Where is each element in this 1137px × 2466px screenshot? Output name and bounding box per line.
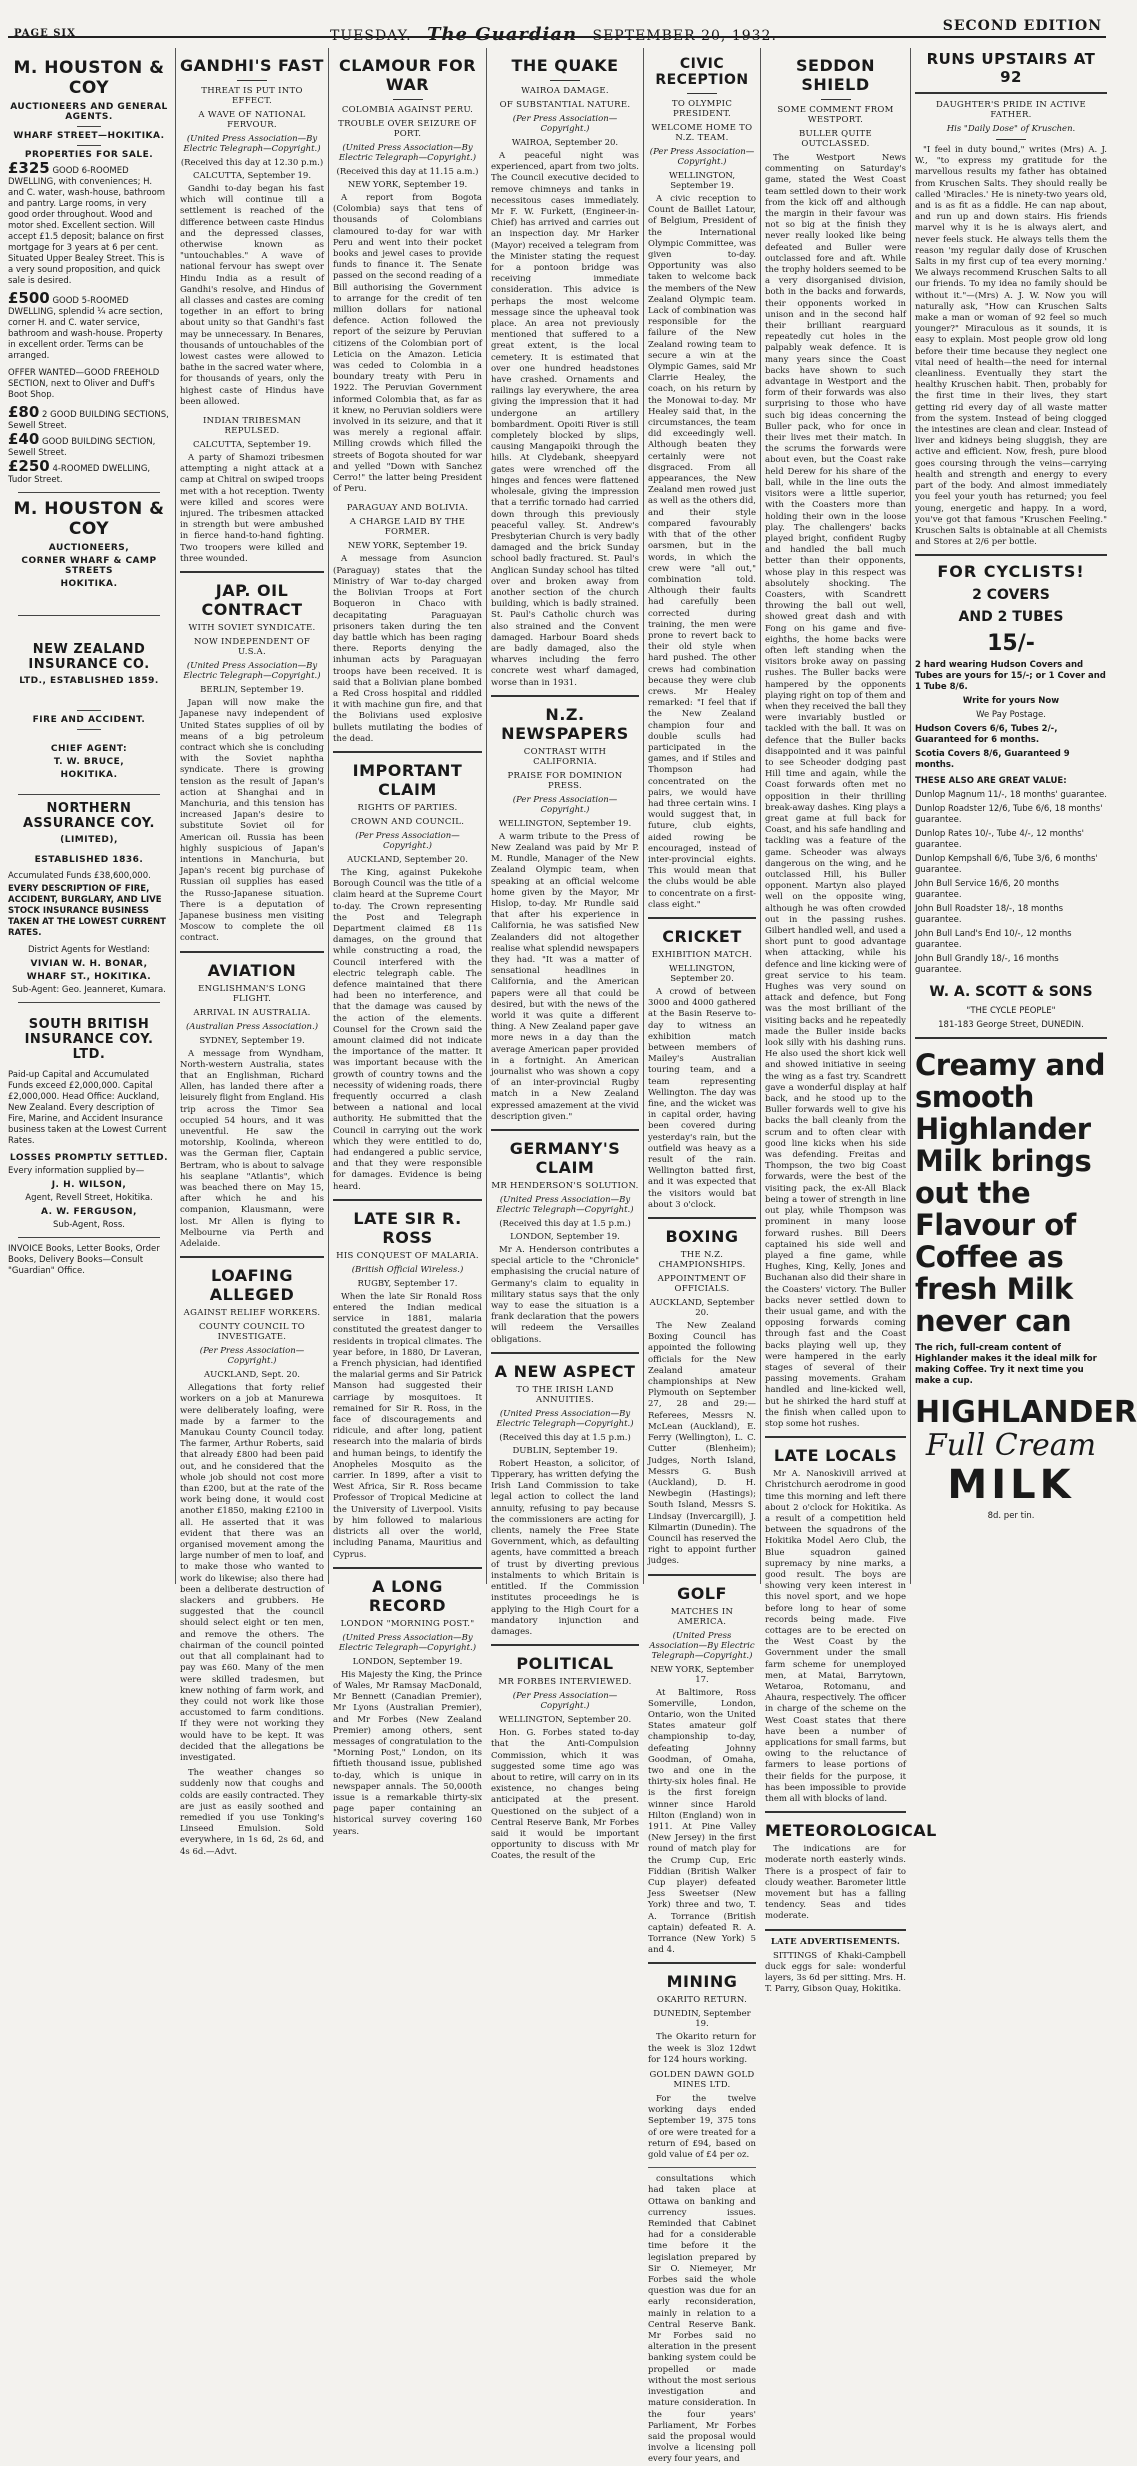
column-rule [175, 48, 176, 1584]
milk-brand: HIGHLANDER [915, 1395, 1137, 1431]
civic-credit: (Per Press Association—Copyright.) [649, 147, 755, 167]
claim-dateline: AUCKLAND, September 20. [347, 854, 468, 865]
paraguay-dateline: NEW YORK, September 19. [347, 541, 468, 552]
masthead-edition: SECOND EDITION [942, 18, 1102, 34]
masthead-rule [8, 36, 1106, 38]
column-rule [486, 48, 487, 1584]
south-british-agent-address: Agent, Revell Street, Hokitika. [25, 1193, 153, 1203]
claim-headline: IMPORTANT CLAIM [352, 760, 463, 799]
column-rule [760, 48, 761, 1584]
oil-credit: (United Press Association—By Electric Telegraph—Copyright.) [183, 661, 321, 682]
germany-subhead: MR HENDERSON'S SOLUTION. [491, 1181, 639, 1192]
south-british-agent: J. H. WILSON, [51, 1180, 127, 1190]
paraguay-subhead: A CHARGE LAID BY THE FORMER. [349, 517, 466, 538]
property-listing: £325 GOOD 6-ROOMED DWELLING, with conveniences; H. and C. water, wash-house, bathroom and pantry. Large rooms, in very good order throughout. Wood and motor shed. Excellent section. Will accept £1.5 deposit; balance on first mortgage for 3 years at 6 per cent. Situated Upper Bealey Street. This is a very sound proposition, and quick sale is desired. [8, 159, 166, 286]
northern-assurance-title: NORTHERN ASSURANCE COY. [23, 801, 155, 831]
newspapers-credit: (Per Press Association—Copyright.) [512, 794, 618, 815]
civic-dateline: WELLINGTON, September 19. [668, 171, 736, 191]
aviation-subhead: ARRIVAL IN AUSTRALIA. [193, 1007, 311, 1018]
property-listing: £250 4-ROOMED DWELLING, Tudor Street. [8, 457, 151, 485]
kruschen-body: "I feel in duty bound," writes (Mrs) A. J. W., "to express my gratitude for the marvellous results my father has obtained from Kruschen Salts. They should really be called 'Miracles.' He is ninety-two years old, and is as fit as a fiddle. He can nap about, and run up and down stairs. His friends marvel why it is he is always alert, and never feels stuck. He always tells them the reason 'my regular daily dose of Kruschen Salts in my first cup of tea every morning.' We always recommend Kruschen Salts to all our friends. To my idea no family should be without it."—(Mrs) A. J. W. Now you will naturally ask, "How can Kruschen Salts make a man or woman of 92 feel so much younger?" Miraculous as it sounds, it is easy to explain. Most people grow old long before their time because they neglect one vital need of health—the need for internal cleanliness. Eventually they start the healthy Kruschen habit. Then, probably for the first time in their lives, they start getting rid every day of all waste matter from the system. Instead of being clogged the intestines are clean and clear. Instead of liver and kidneys being sluggish, they are active and efficient. Now, fresh, pure blood goes coursing through the veins—carrying health and strength and energy to every part of the body. And almost immediately you feel your youth has returned; you feel young, energetic and happy. In a word, you've got that famous "Kruschen Feeling." Kruschen Salts is obtainable at all Chemists and Stores at 2/6 per bottle. [915, 145, 1107, 548]
loafing-subhead: COUNTY COUNCIL TO INVESTIGATE. [198, 1322, 306, 1343]
ross-credit: (British Official Wireless.) [351, 1264, 464, 1275]
quake-subhead: OF SUBSTANTIAL NATURE. [499, 100, 631, 110]
record-headline: A LONG RECORD [368, 1576, 447, 1615]
nz-insurance-town: HOKITIKA. [60, 770, 118, 780]
tribe-dateline: CALCUTTA, September 19. [192, 440, 312, 451]
houston-ad-title: M. HOUSTON & COY [13, 58, 165, 98]
aspect-body: Robert Heaston, a solicitor, of Tipperary, has written defying the Irish Land Commission to take legal action to collect the land annuity, refusing to pay because the commissioners are acting for clients, namely the Free State Government, which, as defaulting agents, have committed a breach of trust by diverting previous instalments to which Britain is entitled. If the Commission institutes proceedings he is applying to the High Court for a mandatory injunction and damages. [491, 1458, 639, 1637]
gandhi-received: (Received this day at 12.30 p.m.) [180, 158, 324, 168]
nz-insurance-established: LTD., ESTABLISHED 1859. [19, 676, 159, 686]
war-subhead: COLOMBIA AGAINST PERU. [341, 105, 474, 115]
loafing-body: Allegations that forty relief workers on a job at Manurewa were deliberately loafing, were made by a farmer to the Manukau County Council today. The farmer, Arthur Roberts, said that already £800 had been paid out, and he considered that the whole job should not cost more than £200, but at the rate of the work being done, it would cost another £1850, making £2100 in all. He asserted that it was evident that there was an organised movement among the large number of men to loaf, and to make those who wanted to work do likewise; also there had been a deliberate destruction of slackers and grubbers. He suggested that the council should select eight or ten men, and remove the others. The chairman of the council pointed out that all complainant had to pay was £60. Many of the men were skilled tradesmen, but knew nothing of farm work, and they could not work like those accustomed to farm conditions. If they were not working they would have to be kept. It was decided that the allegations be investigated. [180, 1383, 324, 1763]
milk-word: MILK [947, 1462, 1075, 1509]
milk-slogan: Creamy and smooth Highlander Milk brings out the Flavour of Coffee as fresh Milk never can [915, 1048, 1106, 1339]
cyclists-also: THESE ALSO ARE GREAT VALUE: [915, 776, 1067, 787]
aviation-credit: (Australian Press Association.) [185, 1021, 319, 1032]
nz-insurance-agent: T. W. BRUCE, [53, 757, 125, 767]
houston-ad2-subtitle: AUCTIONEERS, [48, 543, 130, 553]
newspapers-subhead: CONTRAST WITH CALIFORNIA. [523, 746, 607, 767]
gandhi-dateline: CALCUTTA, September 19. [192, 171, 312, 181]
milk-price: 8d. per tin. [987, 1511, 1035, 1522]
aspect-received: (Received this day at 1.5 p.m.) [499, 1432, 631, 1443]
aviation-body: A message from Wyndham, North-western Australia, states that an Englishman, Richard Allen, has landed there after a leisurely flight from England. His trip across the Timor Sea occupied 54 hours, and it was uneventful. He saw the motorship, Koolinda, whereon was the German flier, Captain Bertram, who is about to salvage his seaplane "Atlantis", which was beached there on May 15, after which he and his companion, Klausmann, were lost. Mr Allen is flying to Melbourne via Perth and Adelaide. [180, 1048, 324, 1250]
newspapers-headline: N.Z. NEWSPAPERS [501, 704, 629, 743]
column-rule [910, 48, 911, 1584]
claim-credit: (Per Press Association—Copyright.) [355, 830, 460, 851]
houston-ad-address: WHARF STREET—HOKITIKA. [13, 131, 165, 141]
nz-insurance-title: NEW ZEALAND INSURANCE CO. [28, 642, 150, 672]
milk-script: Full Cream [925, 1428, 1097, 1464]
boxing-subhead: THE N.Z. CHAMPIONSHIPS. [658, 1250, 746, 1271]
cyclists-listing: John Bull Land's End 10/-, 12 months guarantee. [915, 929, 1072, 951]
cyclists-listing: Dunlop Kempshall 6/6, Tube 3/6, 6 months' guarantee. [915, 854, 1098, 876]
quake-dateline: WAIROA, September 20. [511, 138, 619, 148]
quake-headline: THE QUAKE [511, 56, 619, 75]
germany-body: Mr A. Henderson contributes a special article to the "Chronicle" emphasising the crucial nature of Germany's claim to equality in military status says that the only way to ease the situation is a frank declaration that the powers will redeem the Versailles obligations. [491, 1245, 639, 1345]
ross-dateline: RUGBY, September 17. [357, 1278, 458, 1289]
late-ads-body: SITTINGS of Khaki-Campbell duck eggs for sale: wonderful layers, 3s 6d per sitting. Mrs. H. T. Parry, Gibson Quay, Hokitika. [765, 1950, 906, 1995]
nz-insurance-fire: FIRE AND ACCIDENT. [32, 715, 146, 725]
war-received: (Received this day at 11.15 a.m.) [336, 167, 479, 177]
golf-dateline: NEW YORK, September 17. [650, 1664, 754, 1685]
meteorological-headline: METEOROLOGICAL [765, 1821, 937, 1841]
war-headline: CLAMOUR FOR WAR [338, 56, 477, 94]
cyclists-listing: Dunlop Magnum 11/-, 18 months' guarantee. [915, 790, 1107, 801]
south-british-text: Paid-up Capital and Accumulated Funds exceed £2,000,000. Capital £2,000,000. Head Office: Auckland, New Zealand. Every description of Fire, Marine, and Accident Insurance business taken at the Lowest Current Rates. [8, 1070, 167, 1146]
paraguay-body: A message from Asuncion (Paraguay) states that the Ministry of War to-day charged the Bolivian Troops at Fort Boqueron in Chaco with decapitating Paraguayan prisoners taken during the ten day battle which has been raging there. Reports denying the inhuman acts by Paraguayan troops have been received. It is said that a Bolivian plane bombed a Red Cross hospital and riddled it with machine gun fire, and that the Bolivians used explosive bullets mutilating the bodies of the dead. [333, 554, 482, 744]
germany-credit: (United Press Association—By Electric Telegraph—Copyright.) [496, 1195, 634, 1216]
column-5 [648, 48, 756, 2465]
cricket-headline: CRICKET [662, 927, 742, 946]
mining-body: For the twelve working days ended September 19, 375 tons of ore were treated for a return of £94, based on gold value of £4 per oz. [648, 2094, 756, 2161]
seddon-body: The Westport News commenting on Saturday's game, stated the West Coast team settled down to their work from the kick off and although the margin in their favour was not so big at the finish they never really looked like being defeated and Buller were outclassed fore and aft. While the trophy holders seemed to be a very disorganised division, both in the backs and forwards, their opponents worked in unison and in the second half their brilliant rearguard repeatedly cut holes in the palpably weak defence. It is many years since the Coast backs have shown to such advantage in Westport and the form of their forwards was also surprising to those who have such big ideas concerning the Buller pack, who for once in their lives met their match. In the scrums the forwards were about even, but the Coast rake held Derew for his share of the ball, while in the line outs the visitors were a little superior, with the Coasters more than holding their own in the loose play. The challengers' backs played bright, confident Rugby and handled the ball much better than their opponents, whose play in this respect was absolutely shocking. The Coasters, with Scandrett throwing the ball out well, showed great dash and with Fong on his game and five-eighths, the home backs were often left standing when the visitors broke away on passing rushes. The Buller backs were hampered by the opponents playing right on top of them and when they received the ball they were invariably bustled or tackled with the ball. It was on defence that the Buller backs disappointed and it was painful to see Scheoder dodging past Hill time and again, while the Coast forwards often met no opposition in their thrilling break-away dashes. King plays a great game at full back for Coast, and his safe handling and tackling was a feature of the game. Scheoder was always dangerous on the wing, and he outclassed Hill, his Buller opponent. Martyn also played well on the opposite wing, although he was often crowded out in the passing rushes. Gilbert handled well, and used a short punt to good advantage when attacking, while his defence and line kicking were of great service to his team. Hughes was very sound on attack and defence, but Fong was the most brilliant of the visiting backs and he repeatedly made the Buller inside backs look silly with his dashing runs. He also used the short kick well and showed initiative in seeing the wing as a fast try. Scandrett gave a wonderful display at half back, and he stood up to the Buller forwards well to give his backs the ball cleanly from the scrum and to often clear with good line kicks when his side was defending. Freitas and Thompson, the two big Coast forwards, were the best of the visiting pack, the ex-All Black being a tower of strength in line out play, while Thompson was prominent in many loose forward rushes. Bill Deers captained his side well and played a fine game, while Hughes, King, Kelly, Jones and Buchanan also did their share in the Coasters' victory. The Buller backs never settled down to their usual game, and with the opposing forwards coming through fast and the Coast backs playing well up, they were hampered in the early stages of several of their passing movements. Graham handled and line-kicked well, but he shirked the hard stuff at the finish when called upon to stop some hot rushes. [765, 153, 906, 1429]
south-british-subagent-address: Sub-Agent, Ross. [53, 1220, 125, 1230]
south-british-subagent: A. W. FERGUSON, [41, 1207, 137, 1217]
political-dateline: WELLINGTON, September 20. [498, 1715, 632, 1726]
cyclists-price: 15/- [987, 631, 1035, 657]
newspapers-dateline: WELLINGTON, September 19. [498, 818, 632, 829]
gandhi-credit: (United Press Association—By Electric Telegraph—Copyright.) [183, 134, 321, 154]
cyclists-listing: Scotia Covers 8/6, Guaranteed 9 months. [915, 749, 1070, 771]
scott-title: W. A. SCOTT & SONS [929, 984, 1093, 1001]
war-dateline: NEW YORK, September 19. [347, 180, 468, 190]
houston-ad2-title: M. HOUSTON & COY [13, 499, 165, 539]
gandhi-subhead: THREAT IS PUT INTO EFFECT. [201, 86, 303, 106]
cyclists-listing: John Bull Grandly 18/-, 16 months guarantee. [915, 954, 1059, 976]
paraguay-subhead: PARAGUAY AND BOLIVIA. [346, 503, 469, 514]
oil-subhead: NOW INDEPENDENT OF U.S.A. [193, 637, 311, 658]
mining-subhead: GOLDEN DAWN GOLD MINES LTD. [649, 2070, 755, 2091]
masthead-center [330, 24, 777, 45]
tribe-body: A party of Shamozi tribesmen attempting a night attack at a camp at Chitral on swiped troops met with a hot reception. Twenty were killed and scores were injured. The tribesmen attacked in strength but were ambushed in fierce hand-to-hand fighting. Two troopers were killed and three wounded. [180, 453, 324, 564]
late-ads-heading: LATE ADVERTISEMENTS. [770, 1936, 901, 1947]
cyclists-write: Write for yours Now [962, 696, 1060, 707]
claim-subhead: RIGHTS OF PARTIES. [357, 802, 458, 813]
ross-headline: LATE SIR R. ROSS [353, 1208, 462, 1247]
seddon-headline: SEDDON SHIELD [795, 56, 875, 94]
masthead [0, 10, 1114, 46]
mining-dateline: DUNEDIN, September 19. [653, 2009, 751, 2030]
gandhi-subhead: A WAVE OF NATIONAL FERVOUR. [198, 110, 306, 130]
mining-body: The Okarito return for the week is 3loz 12dwt for 124 hours working. [648, 2032, 756, 2065]
civic-subhead: WELCOME HOME TO N.Z. TEAM. [651, 123, 753, 143]
aspect-credit: (United Press Association—By Electric Telegraph—Copyright.) [496, 1408, 634, 1429]
northern-assurance-ltd: (LIMITED), [60, 835, 118, 845]
golf-subhead: MATCHES IN AMERICA. [670, 1606, 734, 1627]
scott-subtitle: "THE CYCLE PEOPLE" [966, 1006, 1056, 1017]
northern-assurance-established: ESTABLISHED 1836. [34, 855, 144, 865]
property-listing: £80 2 GOOD BUILDING SECTIONS, Sewell Street. [8, 403, 169, 431]
ross-subhead: HIS CONQUEST OF MALARIA. [336, 1250, 479, 1261]
aviation-dateline: SYDNEY, September 19. [199, 1035, 305, 1046]
record-dateline: LONDON, September 19. [352, 1656, 463, 1667]
newspapers-subhead: PRAISE FOR DOMINION PRESS. [507, 770, 623, 791]
houston-ad-subtitle: AUCTIONEERS AND GENERAL AGENTS. [10, 102, 168, 122]
meteorological-body: The indications are for moderate north easterly winds. There is a prospect of fair to cloudy weather. Barometer little movement but has a falling tendency. Seas and tides moderate. [765, 1844, 906, 1922]
newspapers-body: A warm tribute to the Press of New Zealand was paid by Mr P. M. Rundle, Manager of the New Zealand Olympic team, when speaking at an official welcome home given by the Mayor, Mr Hislop, to-day. Mr Rundle said that after his experience in California, he was satisfied New Zealanders did not altogether realise what splendid newspapers they had. "It was a matter of sensational headlines in California, and the American papers were all that could be desired, but with the news of the world it was quite a different thing. A New Zealand paper gave more news in a day than the average American paper provided in a fortnight. An American journalist who was shown a copy of an inter-provincial Rugby match in a New Zealand expressed amazement at the vivid description given." [491, 831, 639, 1122]
locals-headline: LATE LOCALS [773, 1446, 898, 1466]
cyclists-listing: John Bull Service 16/6, 20 months guarantee. [915, 879, 1059, 901]
quake-body: A peaceful night was experienced, apart from two jolts. The Council executive decided to remove chimneys and tanks in necessitous cases immediately. Mr F. W. Furkett, (Engineer-in-Chief) has arrived and carries out an inspection day. Mr Harker (Mayor) received a telegram from the Minister stating the request for a pontoon bridge was receiving immediate consideration. This advice is perhaps the most welcome message since the upheaval took place. An area not previously mentioned that suffered to a great extent, is the local cemetery. It is estimated that over one hundred headstones have crashed. Ornaments and railings lay everywhere, the area giving the impression that it had undergone an artillery bombardment. Opoiti River is still completely blocked by slips, causing Mangapoiki through the hills. At Clydebank, sheepyard gates were wrenched off the hinges and fences were flattened wholesale, giving the impression that a terrific tornado had carried down through this previously peaceful valley. St. Andrew's Presbyterian Church is very badly damaged and the brick Sunday school badly fractured. St. Paul's Anglican Sunday school has tilted over and broken away from another section of the church building, which is badly strained. St. Paul's Catholic church was also strained and the Convent damaged. Harbour Board sheds are badly damaged, also the wharves including the ferro concrete west wharf damaged, worse than in 1931. [491, 151, 639, 688]
cyclists-listing: John Bull Roadster 18/-, 18 months guarantee. [915, 904, 1064, 926]
milk-small-text: The rich, full-cream content of Highlander makes it the ideal milk for making Coffee. Try it next time you make a cup. [915, 1343, 1097, 1387]
kruschen-subhead: DAUGHTER'S PRIDE IN ACTIVE FATHER. [936, 100, 1086, 120]
war-subhead: TROUBLE OVER SEIZURE OF PORT. [338, 119, 477, 139]
record-body: His Majesty the King, the Prince of Wales, Mr Ramsay MacDonald, Mr Bennett (Canadian Premier), Mr Lyons (Australian Premier), and Mr Forbes (New Zealand Premier) among others, sent messages of congratulation to the "Morning Post," London, on its fiftieth thousand issue, published to-day, which is unique in newspaper annals. The 50,000th issue is a remarkable thirty-six page paper containing an historical survey covering 160 years. [333, 1669, 482, 1837]
column-6 [765, 48, 937, 1995]
cyclists-postage: We Pay Postage. [976, 710, 1046, 721]
germany-dateline: LONDON, September 19. [510, 1232, 620, 1243]
record-credit: (United Press Association—By Electric Telegraph—Copyright.) [338, 1632, 477, 1653]
property-listing: £500 GOOD 5-ROOMED DWELLING, splendid ¼ acre section, corner H. and C. water service, bathroom and wash-house. Property in excellent order. Terms can be arranged. [8, 289, 163, 361]
boxing-headline: BOXING [665, 1227, 739, 1247]
germany-received: (Received this day at 1.5 p.m.) [499, 1219, 631, 1230]
aviation-subhead: ENGLISHMAN'S LONG FLIGHT. [198, 983, 306, 1004]
record-subhead: LONDON "MORNING POST." [340, 1618, 475, 1629]
oil-dateline: BERLIN, September 19. [200, 685, 304, 696]
column-rule [643, 48, 644, 1584]
kruschen-headline: RUNS UPSTAIRS AT 92 [926, 50, 1096, 86]
aspect-dateline: DUBLIN, September 19. [512, 1445, 618, 1456]
cyclists-listing: Dunlop Rates 10/-, Tube 4/-, 12 months' guarantee. [915, 829, 1084, 851]
invoice-books-ad: INVOICE Books, Letter Books, Order Books, Delivery Books—Consult "Guardian" Office. [8, 1244, 160, 1276]
linseed-advert: The weather changes so suddenly now that coughs and colds are easily contracted. They are just as easily soothed and remedied if you use Tonking's Linseed Emulsion. Sold everywhere, in 1s 6d, 2s 6d, and 4s 6d.—Advt. [180, 1768, 324, 1857]
column-3 [333, 48, 482, 1837]
locals-body: Mr A. Nanoskivill arrived at Christchurch aerodrome in good time this morning and left there about 2 o'clock for Hokitika. As a result of a competition held between the squadrons of the Hokitika Model Aero Club, the Blue squadron gained supremacy by nine marks, a good result. The boys are showing very keen interest in this novel sport, and we hope before long to hear of some records being made. Five cottages are to be erected on the West Coast by the Government under the small farm scheme for unemployed men, at Matai, Barrytown, Wetaroa, Rotomanu, and Ahaura, respectively. The officer in charge of the scheme on the West Coast states that there have been a number of applications for small farms, but owing to the reluctance of farmers to lease portions of their fields for the purpose, it has been impossible to provide them all with blocks of land. [765, 1469, 906, 1805]
page-number: PAGE SIX [14, 28, 76, 39]
aviation-headline: AVIATION [207, 960, 297, 980]
property-listing: OFFER WANTED—GOOD FREEHOLD SECTION, next to Oliver and Duff's Boot Shop. [8, 368, 160, 400]
seddon-subhead: SOME COMMENT FROM WESTPORT. [777, 105, 894, 125]
germany-headline: GERMANY'S CLAIM [509, 1139, 621, 1178]
tribe-subhead: INDIAN TRIBESMAN REPULSED. [202, 416, 302, 437]
quake-subhead: WAIROA DAMAGE. [521, 86, 609, 96]
political-subhead: MR FORBES INTERVIEWED. [498, 1677, 632, 1688]
boxing-subhead: APPOINTMENT OF OFFICIALS. [657, 1274, 747, 1295]
claim-subhead: CROWN AND COUNCIL. [350, 816, 465, 827]
south-british-info: Every information supplied by— [8, 1166, 145, 1176]
cyclists-offer: 2 COVERS [972, 587, 1050, 604]
mining-subhead: OKARITO RETURN. [656, 1995, 748, 2006]
column-ads-left [8, 48, 170, 1588]
ross-body: When the late Sir Ronald Ross entered the Indian medical service in 1881, malaria constituted the greatest danger to residents in tropical climates. The year before, in 1880, Dr Laveran, a French physician, had identified the malarial germs and Sir Patrick Manson had suggested their carriage by mosquitoes. It remained for Sir R. Ross, in the face of discouragements and ridicule, and after long, patient research into the malaria of birds and human beings, to identify the Anopheles Mosquito as the carrier. In 1899, after a visit to West Africa, Sir R. Ross became Professor of Tropical Medicine at the University of Liverpool. Visits by him followed to malarious districts all over the world, including Panama, Mauritius and Cyprus. [333, 1291, 482, 1560]
war-body: A report from Bogota (Colombia) says that tens of thousands of Colombians clamoured to-day for war with Peru and went into their pocket books and jewel cases to provide funds to finance it. The Senate passed on the second reading of a Bill authorising the Government to arrange for the credit of ten million dollars for national defence. Action followed the report of the seizure by Peruvian citizens of the Colombian port of Leticia on the Amazon. Leticia was ceded to Colombia in a boundary treaty with Peru in 1922. The Peruvian Government informed Colombia that, as far as it knew, no Peruvian soldiers were involved in its seizure, and that it was merely a regional affair. Milling crowds which filled the streets of Bogota shouted for war and yelled "Down with Sanchez Cerro!" the latter being President of Peru. [333, 193, 482, 495]
northern-assurance-text: EVERY DESCRIPTION OF FIRE, ACCIDENT, BURGLARY, AND LIVE STOCK INSURANCE BUSINESS TAKEN AT THE LOWEST CURRENT RATES. [8, 884, 166, 938]
political-credit: (Per Press Association—Copyright.) [512, 1691, 618, 1712]
claim-body: The King, against Pukekohe Borough Council was the title of a claim heard at the Supreme Court to-day. The Crown representing the Post and Telegraph Department claimed £8 11s damages, on the ground that while constructing a road, the Council interfered with the electric telegraph cable. The defence maintained that there had been no interference, and that the damage was caused by the action of the elements. Counsel for the Crown said the amount claimed did not indicate the importance of the matter. It was important because with the growth of country towns and the necessity of widening roads, there frequently occurred a clash between a national and local authority. He submitted that the Council in carrying out the work which they were entitled to do, had endangered a public service, and that they were responsible for damages. Evidence is being heard. [333, 867, 482, 1192]
scott-address: 181-183 George Street, DUNEDIN. [938, 1020, 1084, 1031]
northern-assurance-subagent: Sub-Agent: Geo. Jeanneret, Kumara. [12, 985, 166, 995]
northern-assurance-agent: VIVIAN W. H. BONAR, [30, 959, 148, 969]
war-credit: (United Press Association—By Electric Telegraph—Copyright.) [338, 143, 477, 163]
golf-credit: (United Press Association—By Electric Telegraph—Copyright.) [649, 1630, 755, 1661]
oil-subhead: WITH SOVIET SYNDICATE. [188, 623, 316, 634]
political-body: Hon. G. Forbes stated to-day that the Anti-Compulsion Commission, which it was suggested some time ago was about to retire, will carry on in its existence, no changes being anticipated at the present. Questioned on the subject of a Central Reserve Bank, Mr Forbes said it would be important opportunity to discuss with Mr Coates, the result of the [491, 1728, 639, 1862]
aspect-headline: A NEW ASPECT [494, 1361, 636, 1381]
masthead-paper-title: The Guardian [427, 24, 578, 45]
column-2 [180, 48, 324, 1857]
masthead-date: SEPTEMBER 20, 1932. [592, 28, 777, 44]
column-ads-right [915, 48, 1137, 1588]
cyclists-listing: Dunlop Roadster 12/6, Tube 6/6, 18 months' guarantee. [915, 804, 1103, 826]
cyclists-desc: 2 hard wearing Hudson Covers and Tubes are yours for 15/-; or 1 Cover and 1 Tube 8/6. [915, 660, 1106, 693]
political-headline: POLITICAL [516, 1654, 614, 1674]
houston-ad2-town: HOKITIKA. [60, 579, 118, 589]
seddon-subhead: BULLER QUITE OUTCLASSED. [799, 129, 872, 149]
oil-body: Japan will now make the Japanese navy independent of United States supplies of oil by means of a big petroleum contract which she is concluding with the Soviet naphtha syndicate. There is growing tension as the result of Japan's action at Shanghai and in Manchuria, and this tension has increased Japan's desire to substitute Soviet oil for American oil. Russia has been highly suspicious of Japan's intentions in Manchuria, but Japan's recent big purchase of Russian oil supplies has eased the Russo-Japanese situation. There is a deputation of Japanese business men visiting Moscow to complete the oil contract. [180, 698, 324, 944]
column-4 [491, 48, 639, 1862]
south-british-losses: LOSSES PROMPTLY SETTLED. [9, 1153, 169, 1163]
column-rule [328, 48, 329, 1584]
south-british-title: SOUTH BRITISH INSURANCE COY. LTD. [24, 1017, 154, 1062]
cyclists-offer: AND 2 TUBES [958, 609, 1064, 626]
quake-credit: (Per Press Association—Copyright.) [512, 114, 618, 134]
golf-body: At Baltimore, Ross Somerville, London, Ontario, won the United States amateur golf championship to-day, defeating Johnny Goodman, of Omaha, two and one in the thirty-six holes final. He is the first foreign winner since Harold Hilton (England) won in 1911. At Pine Valley (New Jersey) in the first round of match play for the Crump Cup, Eric Fiddian (British Walker Cup player) defeated Jess Sweetser (New York) three and two, T. A. Torrance (British captain) defeated R. A. Torrance (New York) 5 and 4. [648, 1687, 756, 1956]
civic-body: A civic reception to Count de Baillet Latour, of Belgium, President of the International Olympic Committee, was given to-day. Opportunity was also taken to welcome back the members of the New Zealand Olympic team. Lack of combination was responsible for the failure of the New Zealand rowing team to secure a win at the Olympic Games, said Mr Clarrie Healey, the coach, on his return by the Monowai to-day. Mr Healey said that, in the circumstances, the team did exceedingly well. Although beaten they certainly were not disgraced. From all appearances, the New Zealand men rowed just as well as the others did, and their style compared favourably with that of the other oarsmen, but in the words, in which the crew were "all out," combination told. Although their faults had carefully been corrected during training, the men were prone to revert back to their old style when hard pushed. The other crews had combination because they were club crews. Mr Healey remarked: "I feel that if the New Zealand champion four and double sculls had participated in the games, and if Stiles and Thompson had concentrated on the pairs, we would have had three certain wins. I would suggest that, in future, club eights, aided rowing be encouraged, instead of inter-provincial eights. This would mean that the clubs would be able to concentrate on a first-class eight." [648, 194, 756, 910]
loafing-headline: LOAFING ALLEGED [209, 1266, 295, 1305]
properties-heading: PROPERTIES FOR SALE. [24, 150, 154, 160]
property-listing: £40 GOOD BUILDING SECTION, Sewell Street. [8, 430, 156, 458]
cricket-subhead: EXHIBITION MATCH. [651, 950, 753, 960]
cyclists-title: FOR CYCLISTS! [937, 562, 1085, 582]
loafing-subhead: AGAINST RELIEF WORKERS. [183, 1308, 321, 1319]
boxing-body: The New Zealand Boxing Council has appointed the following officials for the New Zealand amateur championships at New Plymouth on September 27, 28 and 29:—Referees, Messrs N. McLean (Auckland), E. Ferry (Wellington), L. C. Cutter (Blenheim); Judges, North Island, Messrs G. Bush (Auckland), D. H. Newbegin (Hastings); South Island, Messrs S. Lindsay (Invercargill), J. Kilmartin (Dunedin). The Council has reserved the right to appoint further judges. [648, 1321, 756, 1567]
oil-headline: JAP. OIL CONTRACT [201, 581, 303, 620]
kruschen-subhead: His "Daily Dose" of Kruschen. [946, 124, 1076, 134]
northern-assurance-funds: Accumulated Funds £38,600,000. [8, 871, 151, 881]
aspect-subhead: TO THE IRISH LAND ANNUITIES. [516, 1384, 614, 1405]
gandhi-body: Gandhi to-day began his fast which will continue till a settlement is reached of the difference between caste Hindus and the depressed classes, otherwise known as "untouchables." A wave of national fervour has swept over Hindu India as a result of Gandhi's resolve, and Hindus of all classes and castes are coming together in an effort to bring about unity so that Gandhi's fast may be unnecessary. In Benares, thousands of untouchables of the lowest castes were allowed to bathe in the sacred water where, for thousands of years, only the highest caste of Hindus have been allowed. [180, 184, 324, 407]
northern-assurance-address: WHARF ST., HOKITIKA. [26, 972, 152, 982]
golf-headline: GOLF [677, 1583, 727, 1603]
loafing-dateline: AUCKLAND, Sept. 20. [204, 1370, 300, 1381]
civic-subhead: TO OLYMPIC PRESIDENT. [671, 99, 733, 119]
nz-insurance-agent-label: CHIEF AGENT: [50, 744, 128, 754]
cricket-body: A crowd of between 3000 and 4000 gathered at the Basin Reserve to-day to witness an exhibition match between members of Mailey's Australian touring team, and a team representing Wellington. The day was fine, and the wicket was in capital order, having been covered during yesterday's rain, but the outfield was heavy as a result of the rain. Wellington batted first, and it was expected that the visitors would bat about 3 o'clock. [648, 987, 756, 1210]
cyclists-listing: Hudson Covers 6/6, Tubes 2/-, Guaranteed for 6 months. [915, 724, 1058, 746]
civic-headline: CIVIC RECEPTION [655, 56, 749, 88]
masthead-day: TUESDAY. [330, 28, 412, 44]
highlander-milk-ad [915, 1048, 1137, 1522]
loafing-credit: (Per Press Association—Copyright.) [199, 1346, 305, 1367]
mining-headline: MINING [666, 1972, 738, 1992]
political-continued-body: consultations which had taken place at Ottawa on banking and currency issues. Reminded that Cabinet had for a considerable time before it the legislation prepared by Sir O. Niemeyer, Mr Forbes said the whole question was due for an early reconsideration, mainly in relation to a Central Reserve Bank. Mr Forbes said no alteration in the present banking system could be propelled or made without the most serious investigation and mature consideration. In the four years' Parliament, Mr Forbes said the proposal would involve a licensing poll every four years, and [648, 2174, 756, 2465]
gandhi-headline: GANDHI'S FAST [180, 56, 324, 75]
houston-ad2-address: CORNER WHARF & CAMP STREETS [21, 556, 157, 576]
boxing-dateline: AUCKLAND, September 20. [649, 1298, 755, 1319]
northern-assurance-agents: District Agents for Westland: [27, 945, 151, 955]
cricket-dateline: WELLINGTON, September 20. [668, 964, 736, 984]
